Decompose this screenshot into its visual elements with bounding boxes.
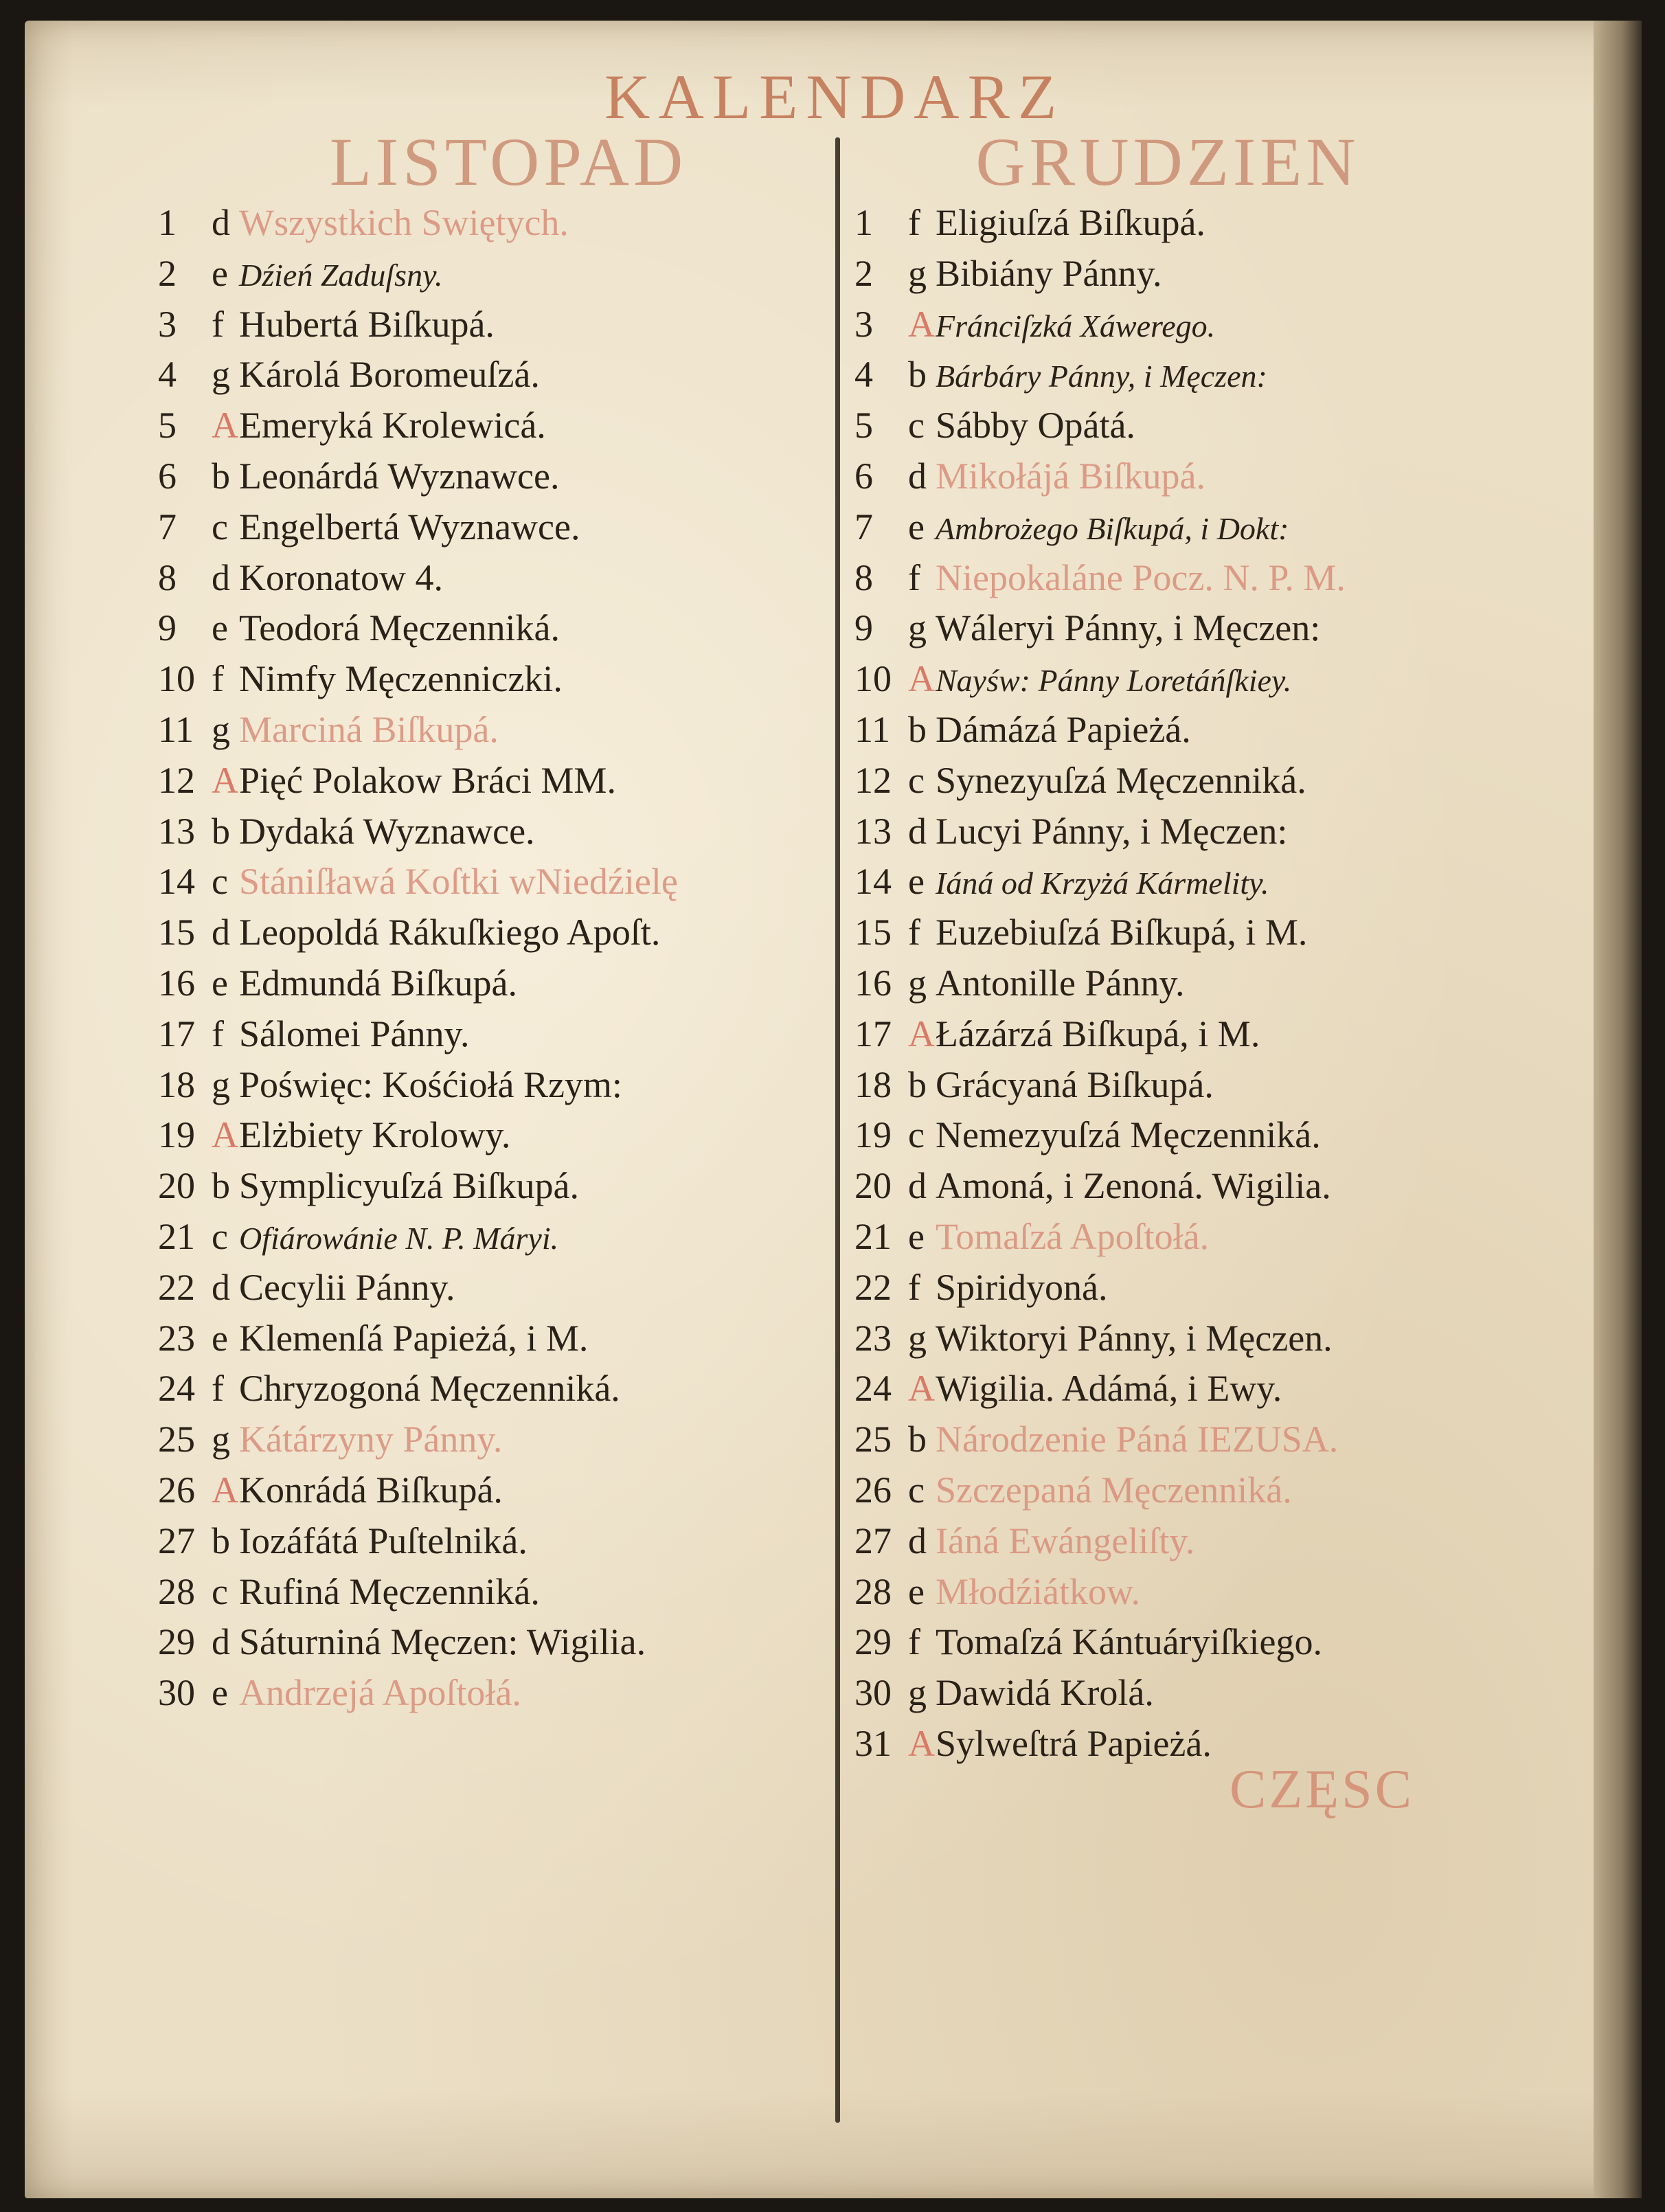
calendar-entry [158,553,824,604]
dominical-letter: b [212,1165,230,1207]
feast-name: Wáleryi Pánny, i Męczen: [936,607,1321,649]
day-number: 7 [854,506,873,548]
dominical-letter: c [212,506,228,548]
day-number: 28 [854,1570,892,1612]
calendar-entry [158,1110,824,1161]
feast-name: Nimfy Męczenniczki. [239,658,563,700]
day-number: 1 [158,202,177,243]
dominical-letter: A [908,1368,935,1410]
calendar-entry [158,1567,824,1618]
day-number: 17 [158,1013,195,1054]
calendar-entry [854,958,1500,1009]
feast-name: Lucyi Pánny, i Męczen: [936,810,1288,852]
day-number: 12 [854,759,892,801]
calendar-entry [158,350,824,400]
day-number: 13 [158,810,195,852]
calendar-entry [854,249,1500,300]
feast-name: Pięć Polakow Bráci MM. [239,759,616,801]
dominical-letter: e [908,861,925,903]
feast-name: Rufiná Męczenniká. [239,1570,540,1612]
day-number: 1 [854,202,873,243]
dominical-letter: d [212,1621,230,1663]
dominical-letter: b [212,1520,230,1561]
calendar-entry [158,1212,824,1263]
dominical-letter: e [212,1672,228,1714]
day-number: 20 [854,1165,892,1207]
day-number: 3 [158,303,177,345]
feast-name: Tomaſzá Kántuáryiſkiego. [936,1621,1323,1663]
dominical-letter: g [212,1063,230,1105]
dominical-letter: d [908,1520,927,1561]
day-number: 19 [158,1114,195,1156]
dominical-letter: A [908,658,935,700]
day-number: 8 [854,556,873,598]
dominical-letter: f [908,1266,920,1308]
day-number: 5 [158,405,177,447]
feast-name: Klemenſá Papieżá, i M. [239,1317,589,1359]
calendar-entry [854,1567,1500,1618]
calendar-entry [854,1617,1500,1668]
day-number: 21 [158,1215,195,1257]
dominical-letter: b [212,810,230,852]
feast-name: Symplicyuſzá Biſkupá. [239,1165,579,1207]
calendar-entry [158,400,824,451]
feast-name: Wiktoryi Pánny, i Męczen. [936,1317,1333,1359]
page-gutter [1594,21,1642,2198]
calendar-entry [854,400,1500,451]
calendar-entry [854,1263,1500,1313]
dominical-letter: c [908,759,925,801]
day-number: 30 [158,1672,195,1714]
dominical-letter: e [908,1570,925,1612]
dominical-letter: f [908,1621,920,1663]
day-number: 14 [158,861,195,903]
dominical-letter: g [212,1419,230,1460]
dominical-letter: A [212,1114,238,1156]
catchword: CZĘSC [1230,1759,1414,1820]
calendar-entry [854,1414,1500,1465]
dominical-letter: b [908,1063,927,1105]
day-number: 13 [854,810,892,852]
feast-name: Engelbertá Wyznawce. [239,506,580,548]
calendar-entry [854,300,1500,350]
calendar-entry [158,1263,824,1313]
calendar-entry [158,1465,824,1516]
calendar-entry [158,705,824,756]
calendar-entry [158,1060,824,1111]
day-number: 27 [158,1520,195,1561]
feast-name: Károlá Boromeuſzá. [239,354,540,396]
dominical-letter: b [908,1419,927,1460]
day-number: 28 [158,1570,195,1612]
day-number: 3 [854,303,873,345]
feast-name: Dámázá Papieżá. [936,708,1191,750]
calendar-entry [854,857,1500,907]
calendar-entry [854,1364,1500,1414]
calendar-entry [854,654,1500,705]
calendar-entry [158,907,824,958]
feast-name: Kátárzyny Pánny. [239,1419,503,1460]
feast-name: Sylweſtrá Papieżá. [936,1722,1212,1764]
day-number: 16 [158,962,195,1004]
day-number: 23 [854,1317,892,1359]
calendar-entry [854,806,1500,857]
day-number: 15 [158,912,195,953]
dominical-letter: b [908,708,927,750]
feast-name: Dydaká Wyznawce. [239,810,535,852]
calendar-entry [158,806,824,857]
day-number: 18 [854,1063,892,1105]
calendar-entry [854,1060,1500,1111]
dominical-letter: e [908,1215,925,1257]
calendar-entry [158,249,824,300]
feast-name: Iozáfátá Puſtelniká. [239,1520,528,1561]
grudzien-column [854,198,1500,1770]
dominical-letter: f [212,1013,224,1054]
feast-name: Szczepaná Męczenniká. [936,1469,1292,1511]
dominical-letter: g [908,1317,927,1359]
dominical-letter: A [908,1013,935,1054]
day-number: 9 [854,607,873,649]
dominical-letter: e [212,252,228,294]
feast-name: Amoná, i Zenoná. Wigilia. [936,1165,1331,1207]
day-number: 11 [854,708,890,750]
day-number: 25 [158,1419,195,1460]
calendar-entry [158,756,824,806]
calendar-entry [854,705,1500,756]
calendar-entry [158,958,824,1009]
day-number: 6 [854,455,873,497]
day-number: 23 [158,1317,195,1359]
dominical-letter: d [212,556,230,598]
day-number: 4 [854,354,873,396]
calendar-entry [854,756,1500,806]
calendar-entry [854,451,1500,502]
calendar-entry [158,603,824,654]
month-title-left: LISTOPAD [329,124,688,200]
day-number: 15 [854,912,892,953]
feast-name: Euzebiuſzá Biſkupá, i M. [936,912,1308,953]
feast-name: Spiridyoná. [936,1266,1108,1308]
feast-name: Dźień Zaduſsny. [239,257,443,293]
dominical-letter: A [212,759,238,801]
feast-name: Łázárzá Biſkupá, i M. [936,1013,1260,1054]
calendar-heading: KALENDARZ [604,62,1065,132]
calendar-entry [854,1516,1500,1567]
calendar-entry [158,1009,824,1060]
dominical-letter: c [212,1570,228,1612]
dominical-letter: A [212,1469,238,1511]
dominical-letter: f [212,658,224,700]
calendar-entry [158,198,824,249]
calendar-entry [158,1668,824,1719]
dominical-letter: d [908,455,927,497]
day-number: 12 [158,759,195,801]
day-number: 27 [854,1520,892,1561]
dominical-letter: c [908,405,925,447]
feast-name: Poświęc: Kośćiołá Rzym: [239,1063,622,1105]
day-number: 25 [854,1419,892,1460]
feast-name: Edmundá Biſkupá. [239,962,517,1004]
dominical-letter: f [908,202,920,243]
day-number: 8 [158,556,177,598]
day-number: 24 [158,1368,195,1410]
dominical-letter: d [212,1266,230,1308]
feast-name: Leopoldá Rákuſkiego Apoſt. [239,912,661,953]
feast-name: Nemezyuſzá Męczenniká. [936,1114,1321,1156]
calendar-entry [158,1161,824,1212]
dominical-letter: d [908,810,927,852]
dominical-letter: f [908,556,920,598]
feast-name: Teodorá Męczenniká. [239,607,560,649]
feast-name: Antonille Pánny. [936,962,1185,1004]
day-number: 2 [854,252,873,294]
day-number: 16 [854,962,892,1004]
day-number: 4 [158,354,177,396]
day-number: 22 [158,1266,195,1308]
dominical-letter: g [908,962,927,1004]
day-number: 5 [854,405,873,447]
dominical-letter: c [908,1469,925,1511]
dominical-letter: f [212,303,224,345]
feast-name: Nayśw: Pánny Loretáńſkiey. [936,663,1292,699]
day-number: 7 [158,506,177,548]
calendar-entry [854,1313,1500,1364]
calendar-entry [158,1313,824,1364]
calendar-entry [158,1414,824,1465]
dominical-letter: c [212,1215,228,1257]
day-number: 10 [854,658,892,700]
dominical-letter: d [212,912,230,953]
feast-name: Leonárdá Wyznawce. [239,455,560,497]
feast-name: Synezyuſzá Męczenniká. [936,759,1306,801]
day-number: 20 [158,1165,195,1207]
day-number: 26 [854,1469,892,1511]
feast-name: Wigilia. Adámá, i Ewy. [936,1368,1282,1410]
calendar-entry [854,198,1500,249]
dominical-letter: f [212,1368,224,1410]
feast-name: Eligiuſzá Biſkupá. [936,202,1205,243]
feast-name: Chryzogoná Męczenniká. [239,1368,620,1410]
month-title-right: GRUDZIEN [975,124,1360,200]
feast-name: Bibiány Pánny. [936,252,1162,294]
feast-name: Sáturniná Męczen: Wigilia. [239,1621,646,1663]
feast-name: Grácyaná Biſkupá. [936,1063,1214,1105]
calendar-entry [854,553,1500,604]
calendar-entry [158,1516,824,1567]
calendar-entry [158,502,824,553]
calendar-entry [854,907,1500,958]
day-number: 21 [854,1215,892,1257]
dominical-letter: d [908,1165,927,1207]
day-number: 18 [158,1063,195,1105]
dominical-letter: g [212,354,230,396]
calendar-entry [854,1110,1500,1161]
feast-name: Iáná od Krzyżá Kármelity. [936,866,1269,901]
feast-name: Iáná Ewángeliſty. [936,1520,1195,1561]
dominical-letter: e [212,607,228,649]
dominical-letter: A [908,303,935,345]
day-number: 22 [854,1266,892,1308]
calendar-entry [854,603,1500,654]
feast-name: Tomaſzá Apoſtołá. [936,1215,1210,1257]
day-number: 2 [158,252,177,294]
dominical-letter: c [908,1114,925,1156]
calendar-entry [854,1009,1500,1060]
day-number: 24 [854,1368,892,1410]
dominical-letter: g [212,708,230,750]
dominical-letter: c [212,861,228,903]
calendar-entry [854,350,1500,400]
feast-name: Sábby Opátá. [936,405,1135,447]
calendar-entry [854,1212,1500,1263]
feast-name: Marciná Biſkupá. [239,708,499,750]
feast-name: Dawidá Krolá. [936,1672,1154,1714]
feast-name: Niepokaláne Pocz. N. P. M. [936,556,1346,598]
calendar-entry [854,1465,1500,1516]
day-number: 6 [158,455,177,497]
feast-name: Mikołájá Biſkupá. [936,455,1205,497]
day-number: 14 [854,861,892,903]
dominical-letter: d [212,202,230,243]
calendar-entry [854,1668,1500,1719]
calendar-entry [158,654,824,705]
calendar-entry [158,1617,824,1668]
calendar-entry [854,502,1500,553]
feast-name: Cecylii Pánny. [239,1266,455,1308]
feast-name: Sálomei Pánny. [239,1013,470,1054]
column-divider [835,137,840,2123]
calendar-entry [158,300,824,350]
dominical-letter: b [212,455,230,497]
day-number: 10 [158,658,195,700]
day-number: 26 [158,1469,195,1511]
dominical-letter: e [908,506,925,548]
day-number: 19 [854,1114,892,1156]
calendar-entry [854,1161,1500,1212]
dominical-letter: g [908,607,927,649]
dominical-letter: A [212,405,238,447]
dominical-letter: A [908,1722,935,1764]
feast-name: Andrzejá Apoſtołá. [239,1672,521,1714]
calendar-entry [158,857,824,907]
feast-name: Ofiárowánie N. P. Máryi. [239,1220,559,1256]
feast-name: Bárbáry Pánny, i Męczen: [936,359,1267,394]
day-number: 30 [854,1672,892,1714]
feast-name: Stániſławá Koſtki wNiedźielę [239,861,678,903]
dominical-letter: f [908,912,920,953]
day-number: 29 [854,1621,892,1663]
feast-name: Elżbiety Krolowy. [239,1114,511,1156]
day-number: 17 [854,1013,892,1054]
calendar-entry [158,451,824,502]
feast-name: Národzenie Páná IEZUSA. [936,1419,1339,1460]
feast-name: Hubertá Biſkupá. [239,303,495,345]
feast-name: Młodźiátkow. [936,1570,1140,1612]
day-number: 9 [158,607,177,649]
day-number: 31 [854,1722,892,1764]
day-number: 11 [158,708,194,750]
feast-name: Ambrożego Biſkupá, i Dokt: [936,510,1289,546]
dominical-letter: g [908,1672,927,1714]
listopad-column [158,198,824,1719]
feast-name: Fránciſzká Xáwerego. [936,308,1216,343]
feast-name: Emeryká Krolewicá. [239,405,546,447]
dominical-letter: b [908,354,927,396]
calendar-entry [158,1364,824,1414]
dominical-letter: e [212,962,228,1004]
feast-name: Koronatow 4. [239,556,443,598]
dominical-letter: e [212,1317,228,1359]
feast-name: Konrádá Biſkupá. [239,1469,503,1511]
dominical-letter: g [908,252,927,294]
feast-name: Wszystkich Swiętych. [239,202,569,243]
day-number: 29 [158,1621,195,1663]
